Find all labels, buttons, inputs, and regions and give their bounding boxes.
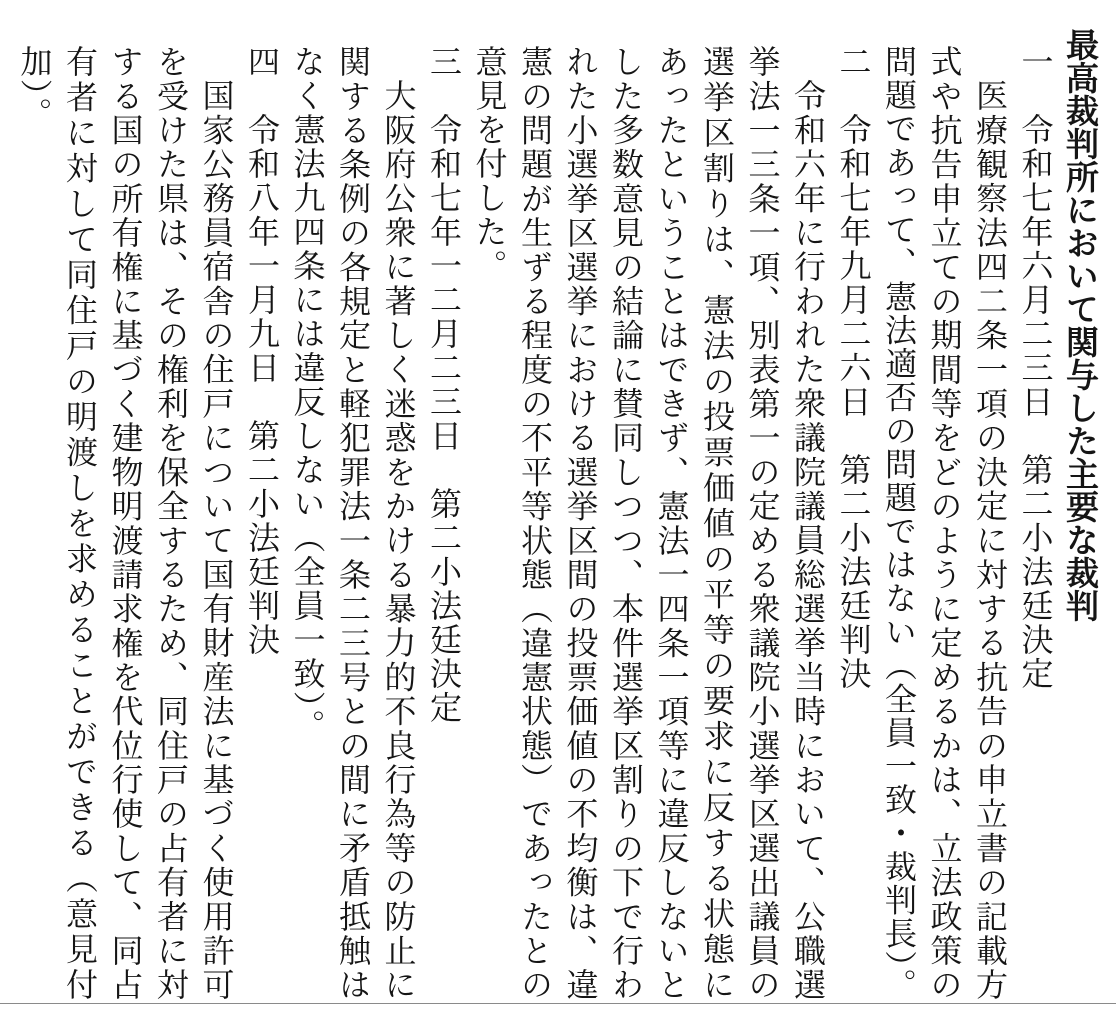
text-line: 加）。 — [15, 45, 54, 131]
bottom-divider — [0, 1003, 1116, 1004]
text-line: 令和六年に行われた衆議院議員総選挙当時において、公職選 — [789, 79, 827, 1000]
judgment-item-3 — [284, 45, 466, 1000]
text-line: 医療観察法四二条一項の決定に対する抗告の申立書の記載方 — [971, 79, 1009, 1000]
item-heading — [239, 45, 285, 1000]
item-date: 令和七年六月二三日 — [1016, 113, 1055, 419]
text-line: を受けた県は、その権利を保全するため、同住戸の占有者に対 — [152, 45, 190, 1000]
text-line: した多数意見の結論に賛同しつつ、本件選挙区割りの下で行わ — [607, 45, 645, 1000]
judgment-item-1 — [876, 45, 1058, 1000]
text-line: なく憲法九四条には違反しない（全員一致）。 — [288, 45, 327, 743]
text-line: 意見を付した。 — [470, 45, 509, 283]
judgment-item-2 — [466, 45, 876, 1000]
text-line: 憲の問題が生ずる程度の不平等状態（違憲状態）であったとの — [516, 45, 554, 1000]
text-line: 挙法一三条一項、別表第一の定める衆議院小選挙区選出議員の — [743, 45, 782, 1000]
item-court: 第二小法廷判決 — [243, 419, 281, 657]
text-line: 問題であって、憲法適否の問題ではない（全員一致・裁判長）。 — [880, 45, 918, 1000]
item-number: 一 — [1016, 45, 1055, 79]
item-heading — [421, 45, 467, 1000]
text-line: 式や抗告申立ての期間等をどのように定めるかは、立法政策の — [925, 45, 964, 1000]
item-heading — [830, 45, 876, 1000]
item-court: 第二小法廷判決 — [834, 453, 873, 691]
text-line: 選挙区割りは、憲法の投票価値の平等の要求に反する状態に — [698, 45, 736, 1000]
text-line: 大阪府公衆に著しく迷惑をかける暴力的不良行為等の防止に — [379, 79, 418, 1001]
text-line: あったということはできず、憲法一四条一項等に違反しないと — [652, 45, 691, 1000]
document-title: 最高裁判所において関与した主要な裁判 — [1061, 28, 1100, 622]
item-number: 三 — [425, 45, 463, 79]
item-number: 二 — [834, 45, 873, 79]
text-line: 国家公務員宿舎の住戸について国有財産法に基づく使用許可 — [197, 79, 236, 1001]
item-date: 令和七年一二月二三日 — [425, 113, 463, 453]
text-line: する国の所有権に基づく建物明渡請求権を代位行使して、同占 — [106, 45, 145, 1000]
item-date: 令和七年九月二六日 — [834, 113, 873, 419]
text-line: れた小選挙区選挙における選挙区間の投票価値の不均衡は、違 — [561, 45, 600, 1000]
item-number: 四 — [243, 45, 281, 79]
item-heading — [1012, 45, 1058, 1000]
item-date: 令和八年一月九日 — [243, 113, 281, 385]
judgment-item-4 — [11, 45, 284, 1000]
document-page — [11, 28, 1103, 1001]
text-line: 関する条例の各規定と軽犯罪法一条二三号との間に矛盾抵触は — [334, 45, 372, 1000]
item-court: 第二小法廷決定 — [425, 487, 463, 725]
item-court: 第二小法廷決定 — [1016, 453, 1055, 691]
text-line: 有者に対して同住戸の明渡しを求めることができる（意見付 — [61, 45, 99, 1000]
